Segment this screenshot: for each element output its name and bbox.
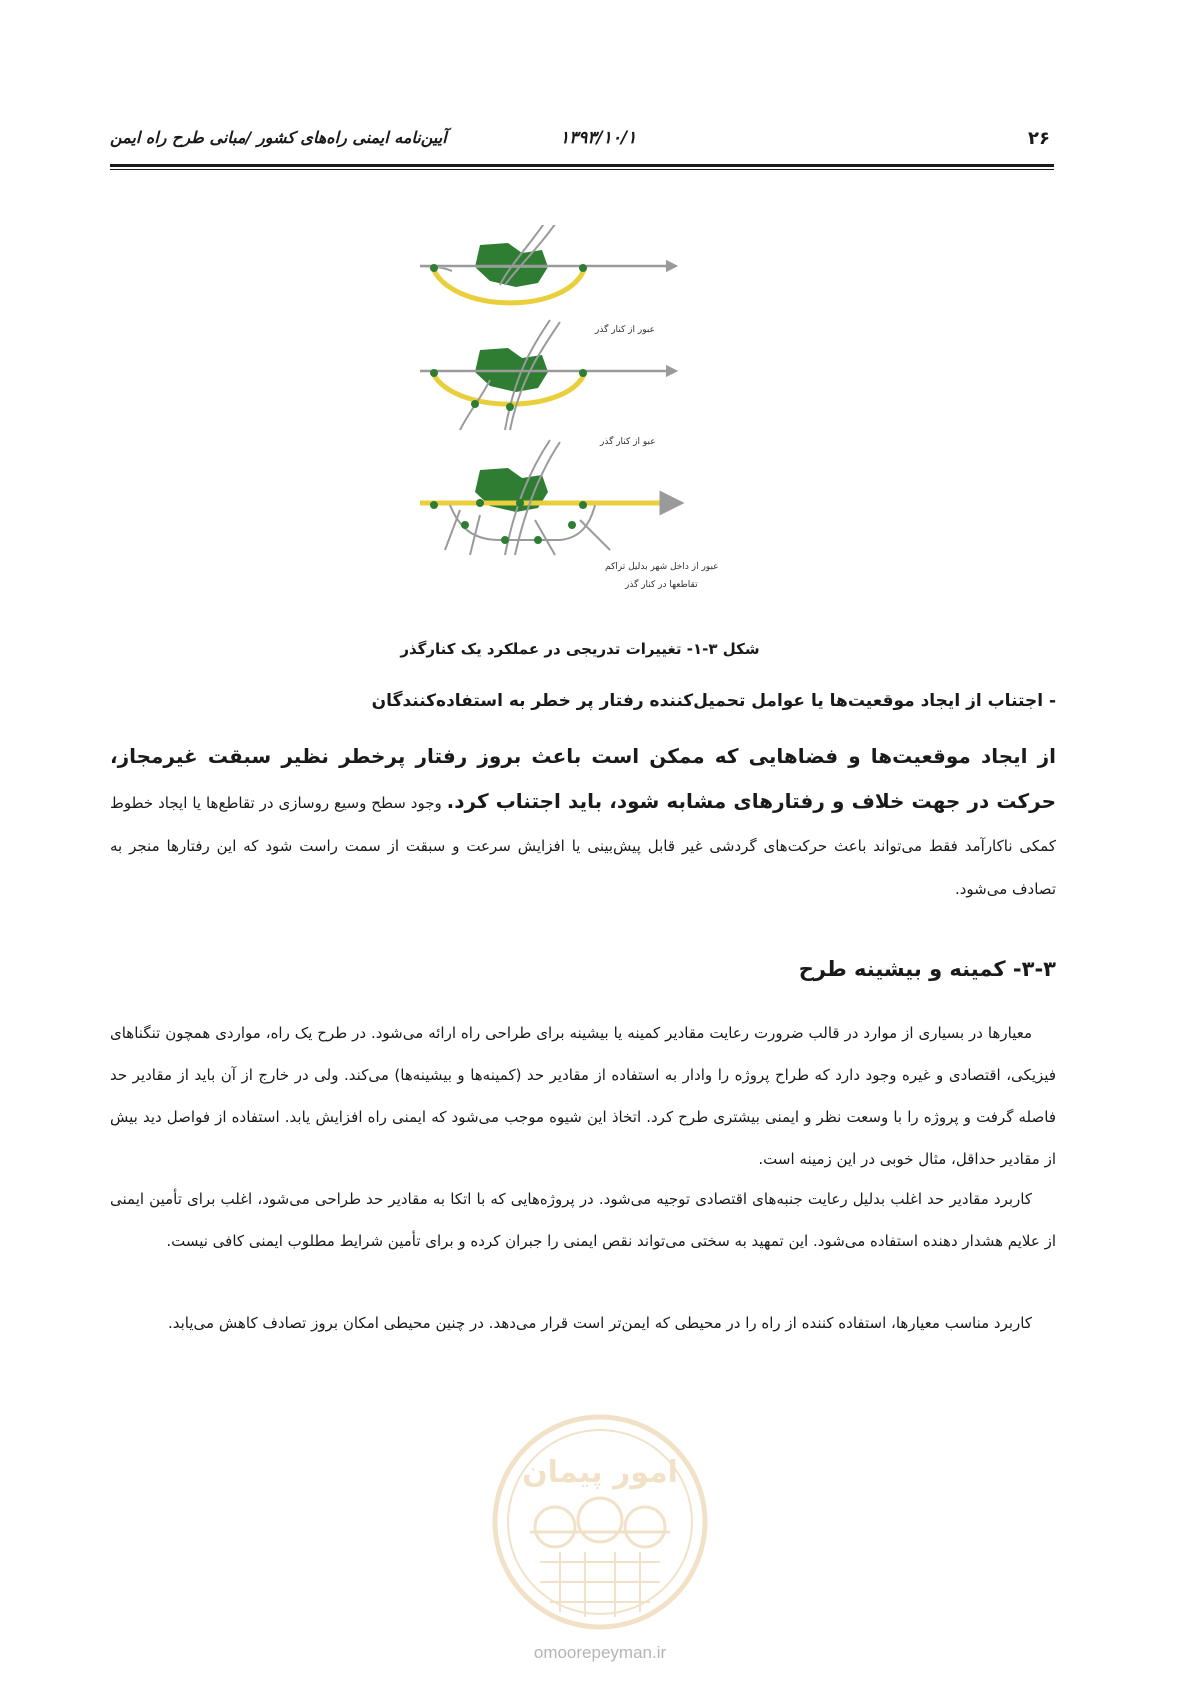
figure-stage-3	[420, 440, 672, 555]
stage-3-label-line-1: عبور از داخل شهر بدلیل تراکم	[605, 562, 719, 572]
running-header	[110, 128, 1050, 168]
junction-node	[579, 264, 587, 272]
paragraph-1	[110, 735, 1056, 911]
bullet-heading: - اجتناب از ایجاد موقعیت‌ها یا عوامل تحمیل‌کننده رفتار پر خطر به استفاده‌کنندگان	[371, 691, 1056, 711]
figure-stage-1	[420, 225, 673, 303]
section-heading: ۳-۳- کمینه و بیشینه طرح	[798, 957, 1056, 981]
junction-node	[461, 521, 469, 529]
figure-caption: شکل ۳-۱- تغییرات تدریجی در عملکرد یک کنارگذر	[400, 640, 760, 658]
stage-2-label: عبو از کنار گذر	[600, 437, 656, 447]
junction-node	[430, 501, 438, 509]
header-rule-thick	[110, 164, 1054, 167]
watermark-site: omoorepeyman.ir	[533, 1643, 667, 1662]
junction-node	[516, 499, 524, 507]
junction-node	[471, 400, 479, 408]
junction-node	[568, 521, 576, 529]
paragraph-1-bold: از ایجاد موقعیت‌ها و فضاهایی که ممکن است باعث بروز رفتار پرخطر نظیر سبقت غیرمجاز، حرکت در جهت خلاف و رفتارهای مشابه شود، باید اجتناب کرد.	[110, 744, 1056, 813]
paragraph-2: معیارها در بسیاری از موارد در قالب ضرورت رعایت مقادیر کمینه یا بیشینه برای طراحی راه ارائه می‌شود. در طرح یک راه، مواردی همچون تنگناهای فیزیکی، اقتصادی و غیره وجود دارد که طراح پروژه را وادار به استفاده از مقادیر حد (کمینه‌ها و بیشینه‌ها) می‌کند. ولی در خارج از آن باید از مقادیر حد فاصله گرفت و پروژه را با وسعت نظر و ایمنی بیشتری طرح کرد. اتخاذ این شیوه موجب می‌شود که ایمنی راه افزایش یابد. استفاده از فواصل دید بیش از مقادیر حداقل، مثال خوبی در این زمینه است.	[110, 1024, 1056, 1168]
bypass-evolution-figure	[420, 225, 740, 635]
header-date: ۱۳۹۳/۱۰/۱	[560, 128, 637, 148]
stage-1-label: عبور از کنار گذر	[595, 325, 655, 335]
bypass-diagram	[420, 225, 740, 635]
page-number: ۲۶	[1028, 128, 1050, 149]
figure-stage-2	[420, 320, 672, 430]
junction-node	[430, 264, 438, 272]
header-title: آیین‌نامه ایمنی راه‌های کشور /مبانی طرح راه ایمن	[110, 128, 447, 147]
paragraph-4: کاربرد مناسب معیارها، استفاده کننده از راه را در محیطی که ایمن‌تر است قرار می‌دهد. در چنین محیطی امکان بروز تصادف کاهش می‌یابد.	[167, 1314, 1032, 1332]
junction-node	[476, 499, 484, 507]
junction-node	[579, 501, 587, 509]
junction-node	[534, 536, 542, 544]
junction-node	[506, 403, 514, 411]
junction-node	[430, 369, 438, 377]
junction-node	[579, 369, 587, 377]
paragraph-1-rest: وجود سطح وسیع روسازی در تقاطع‌ها یا ایجاد خطوط کمکی ناکارآمد فقط می‌تواند باعث حرکت‌های گردشی غیر قابل پیش‌بینی یا افزایش سرعت و سبقت از سمت راست شود که این رفتارها منجر به تصادف می‌شود.	[110, 794, 1056, 898]
watermark-logo	[490, 1412, 710, 1632]
stage-3-label-line-2: تقاطعها در کنار گذر	[625, 580, 698, 590]
paragraph-3: کاربرد مقادیر حد اغلب بدلیل رعایت جنبه‌های اقتصادی توجیه می‌شود. در پروژه‌هایی که با اتکا به مقادیر حد طراحی می‌شود، اغلب برای تأمین ایمنی از علایم هشدار دهنده استفاده می‌شود. این تمهید به سختی می‌تواند نقص ایمنی را جبران کرده و برای تأمین شرایط مطلوب ایمنی کافی نیست.	[110, 1190, 1056, 1250]
watermark-logo-text: امور پیمان	[522, 1455, 678, 1490]
header-rule-thin	[110, 169, 1054, 170]
junction-node	[501, 536, 509, 544]
